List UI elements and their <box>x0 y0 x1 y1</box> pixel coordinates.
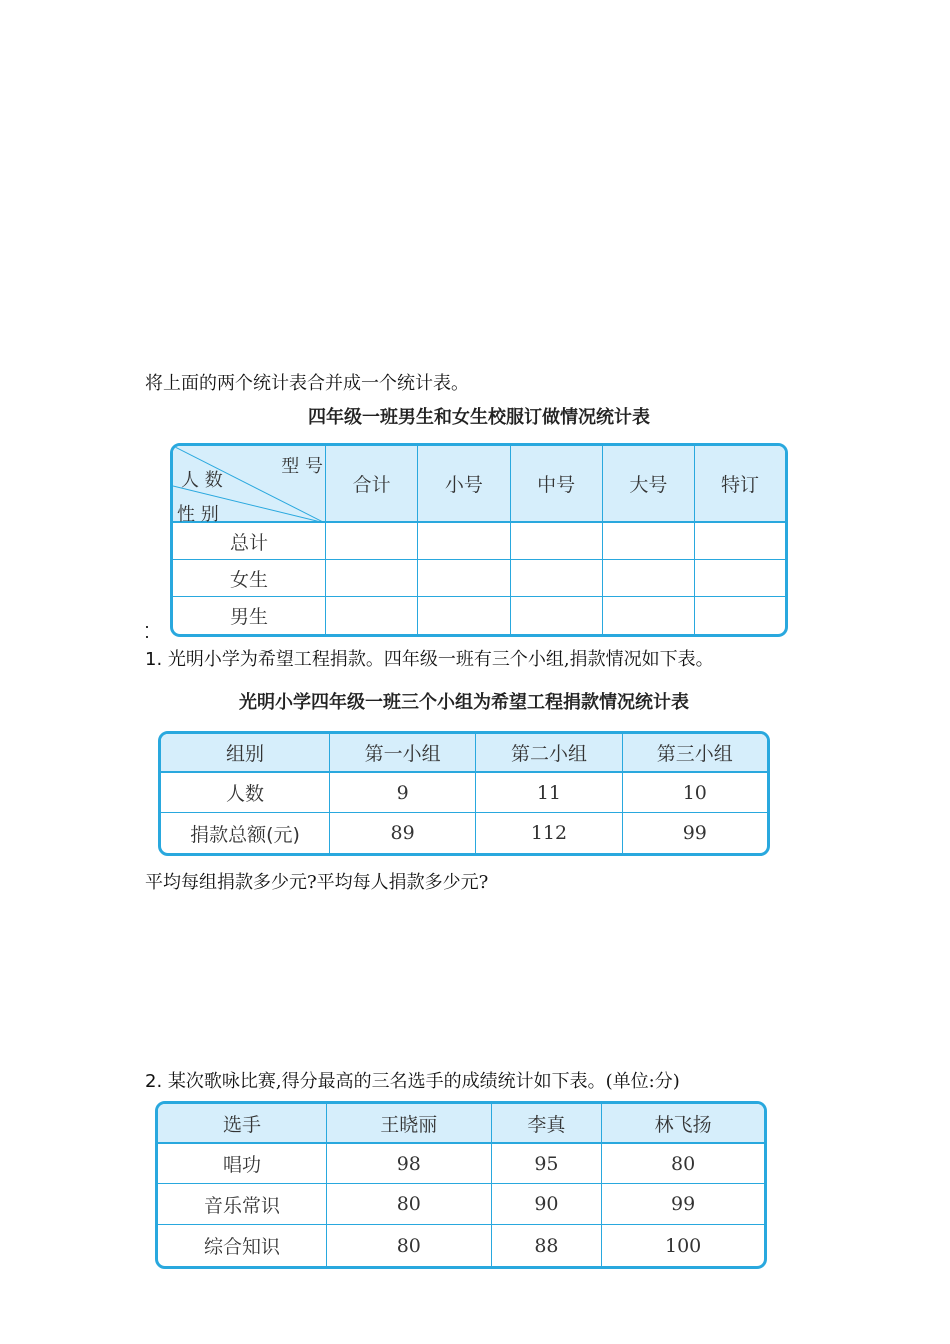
donation-table <box>158 731 770 856</box>
table-cell: 99 <box>602 1184 764 1225</box>
table-cell <box>695 597 785 634</box>
column-header: 第一小组 <box>330 734 476 773</box>
stray-mark <box>146 626 148 628</box>
table-cell <box>418 523 510 560</box>
table-cell <box>418 597 510 634</box>
question-2-body: 某次歌咏比赛,得分最高的三名选手的成绩统计如下表。(单位:分) <box>167 1071 680 1092</box>
table-cell: 95 <box>492 1144 603 1184</box>
table-cell <box>695 523 785 560</box>
table-cell <box>326 597 418 634</box>
table-cell <box>326 523 418 560</box>
column-header: 合计 <box>326 446 418 523</box>
question-1-text <box>145 648 714 672</box>
merge-instruction: 将上面的两个统计表合并成一个统计表。 <box>145 373 469 394</box>
corner-bottom-left-label: 性 别 <box>177 504 219 525</box>
table-cell <box>695 560 785 597</box>
question-2-number: 2. <box>145 1071 163 1092</box>
table-cell: 89 <box>330 813 476 853</box>
table-cell <box>511 560 603 597</box>
row-label: 总计 <box>173 523 326 560</box>
uniform-table-title: 四年级一班男生和女生校服订做情况统计表 <box>308 407 650 428</box>
stray-mark <box>146 636 148 638</box>
table-cell: 11 <box>476 773 622 813</box>
table-cell: 112 <box>476 813 622 853</box>
column-header: 组别 <box>161 734 330 773</box>
column-header: 选手 <box>158 1104 327 1144</box>
column-header: 中号 <box>511 446 603 523</box>
table-cell <box>603 597 695 634</box>
table-cell <box>603 523 695 560</box>
donation-table-title: 光明小学四年级一班三个小组为希望工程捐款情况统计表 <box>239 692 689 713</box>
table-cell: 88 <box>492 1225 603 1266</box>
table-cell <box>326 560 418 597</box>
column-header: 林飞扬 <box>602 1104 764 1144</box>
column-header: 王晓丽 <box>327 1104 492 1144</box>
table-cell <box>603 560 695 597</box>
row-label: 人数 <box>161 773 330 813</box>
diagonal-header-cell <box>173 446 326 523</box>
table-cell: 80 <box>327 1184 492 1225</box>
corner-middle-left-label: 人 数 <box>181 470 223 491</box>
table-cell: 9 <box>330 773 476 813</box>
question-1-prompt: 平均每组捐款多少元?平均每人捐款多少元? <box>145 872 489 893</box>
row-label: 唱功 <box>158 1144 327 1184</box>
row-label: 音乐常识 <box>158 1184 327 1225</box>
table-cell <box>511 597 603 634</box>
column-header: 李真 <box>492 1104 603 1144</box>
table-cell: 98 <box>327 1144 492 1184</box>
table-cell: 80 <box>327 1225 492 1266</box>
table-cell: 90 <box>492 1184 603 1225</box>
column-header: 特订 <box>695 446 785 523</box>
column-header: 第二小组 <box>476 734 622 773</box>
column-header: 大号 <box>603 446 695 523</box>
table-cell: 10 <box>623 773 767 813</box>
singing-score-table <box>155 1101 767 1269</box>
row-label: 捐款总额(元) <box>161 813 330 853</box>
table-cell: 80 <box>602 1144 764 1184</box>
table-cell <box>418 560 510 597</box>
table-cell <box>511 523 603 560</box>
question-1-body: 光明小学为希望工程捐款。四年级一班有三个小组,捐款情况如下表。 <box>167 649 714 670</box>
uniform-table <box>170 443 788 637</box>
row-label: 女生 <box>173 560 326 597</box>
column-header: 第三小组 <box>623 734 767 773</box>
corner-top-right-label: 型 号 <box>281 456 323 477</box>
row-label: 综合知识 <box>158 1225 327 1266</box>
question-2-text <box>145 1070 680 1094</box>
row-label: 男生 <box>173 597 326 634</box>
column-header: 小号 <box>418 446 510 523</box>
table-cell: 100 <box>664 1234 702 1257</box>
table-cell: 99 <box>682 822 707 844</box>
question-1-number: 1. <box>145 649 163 670</box>
